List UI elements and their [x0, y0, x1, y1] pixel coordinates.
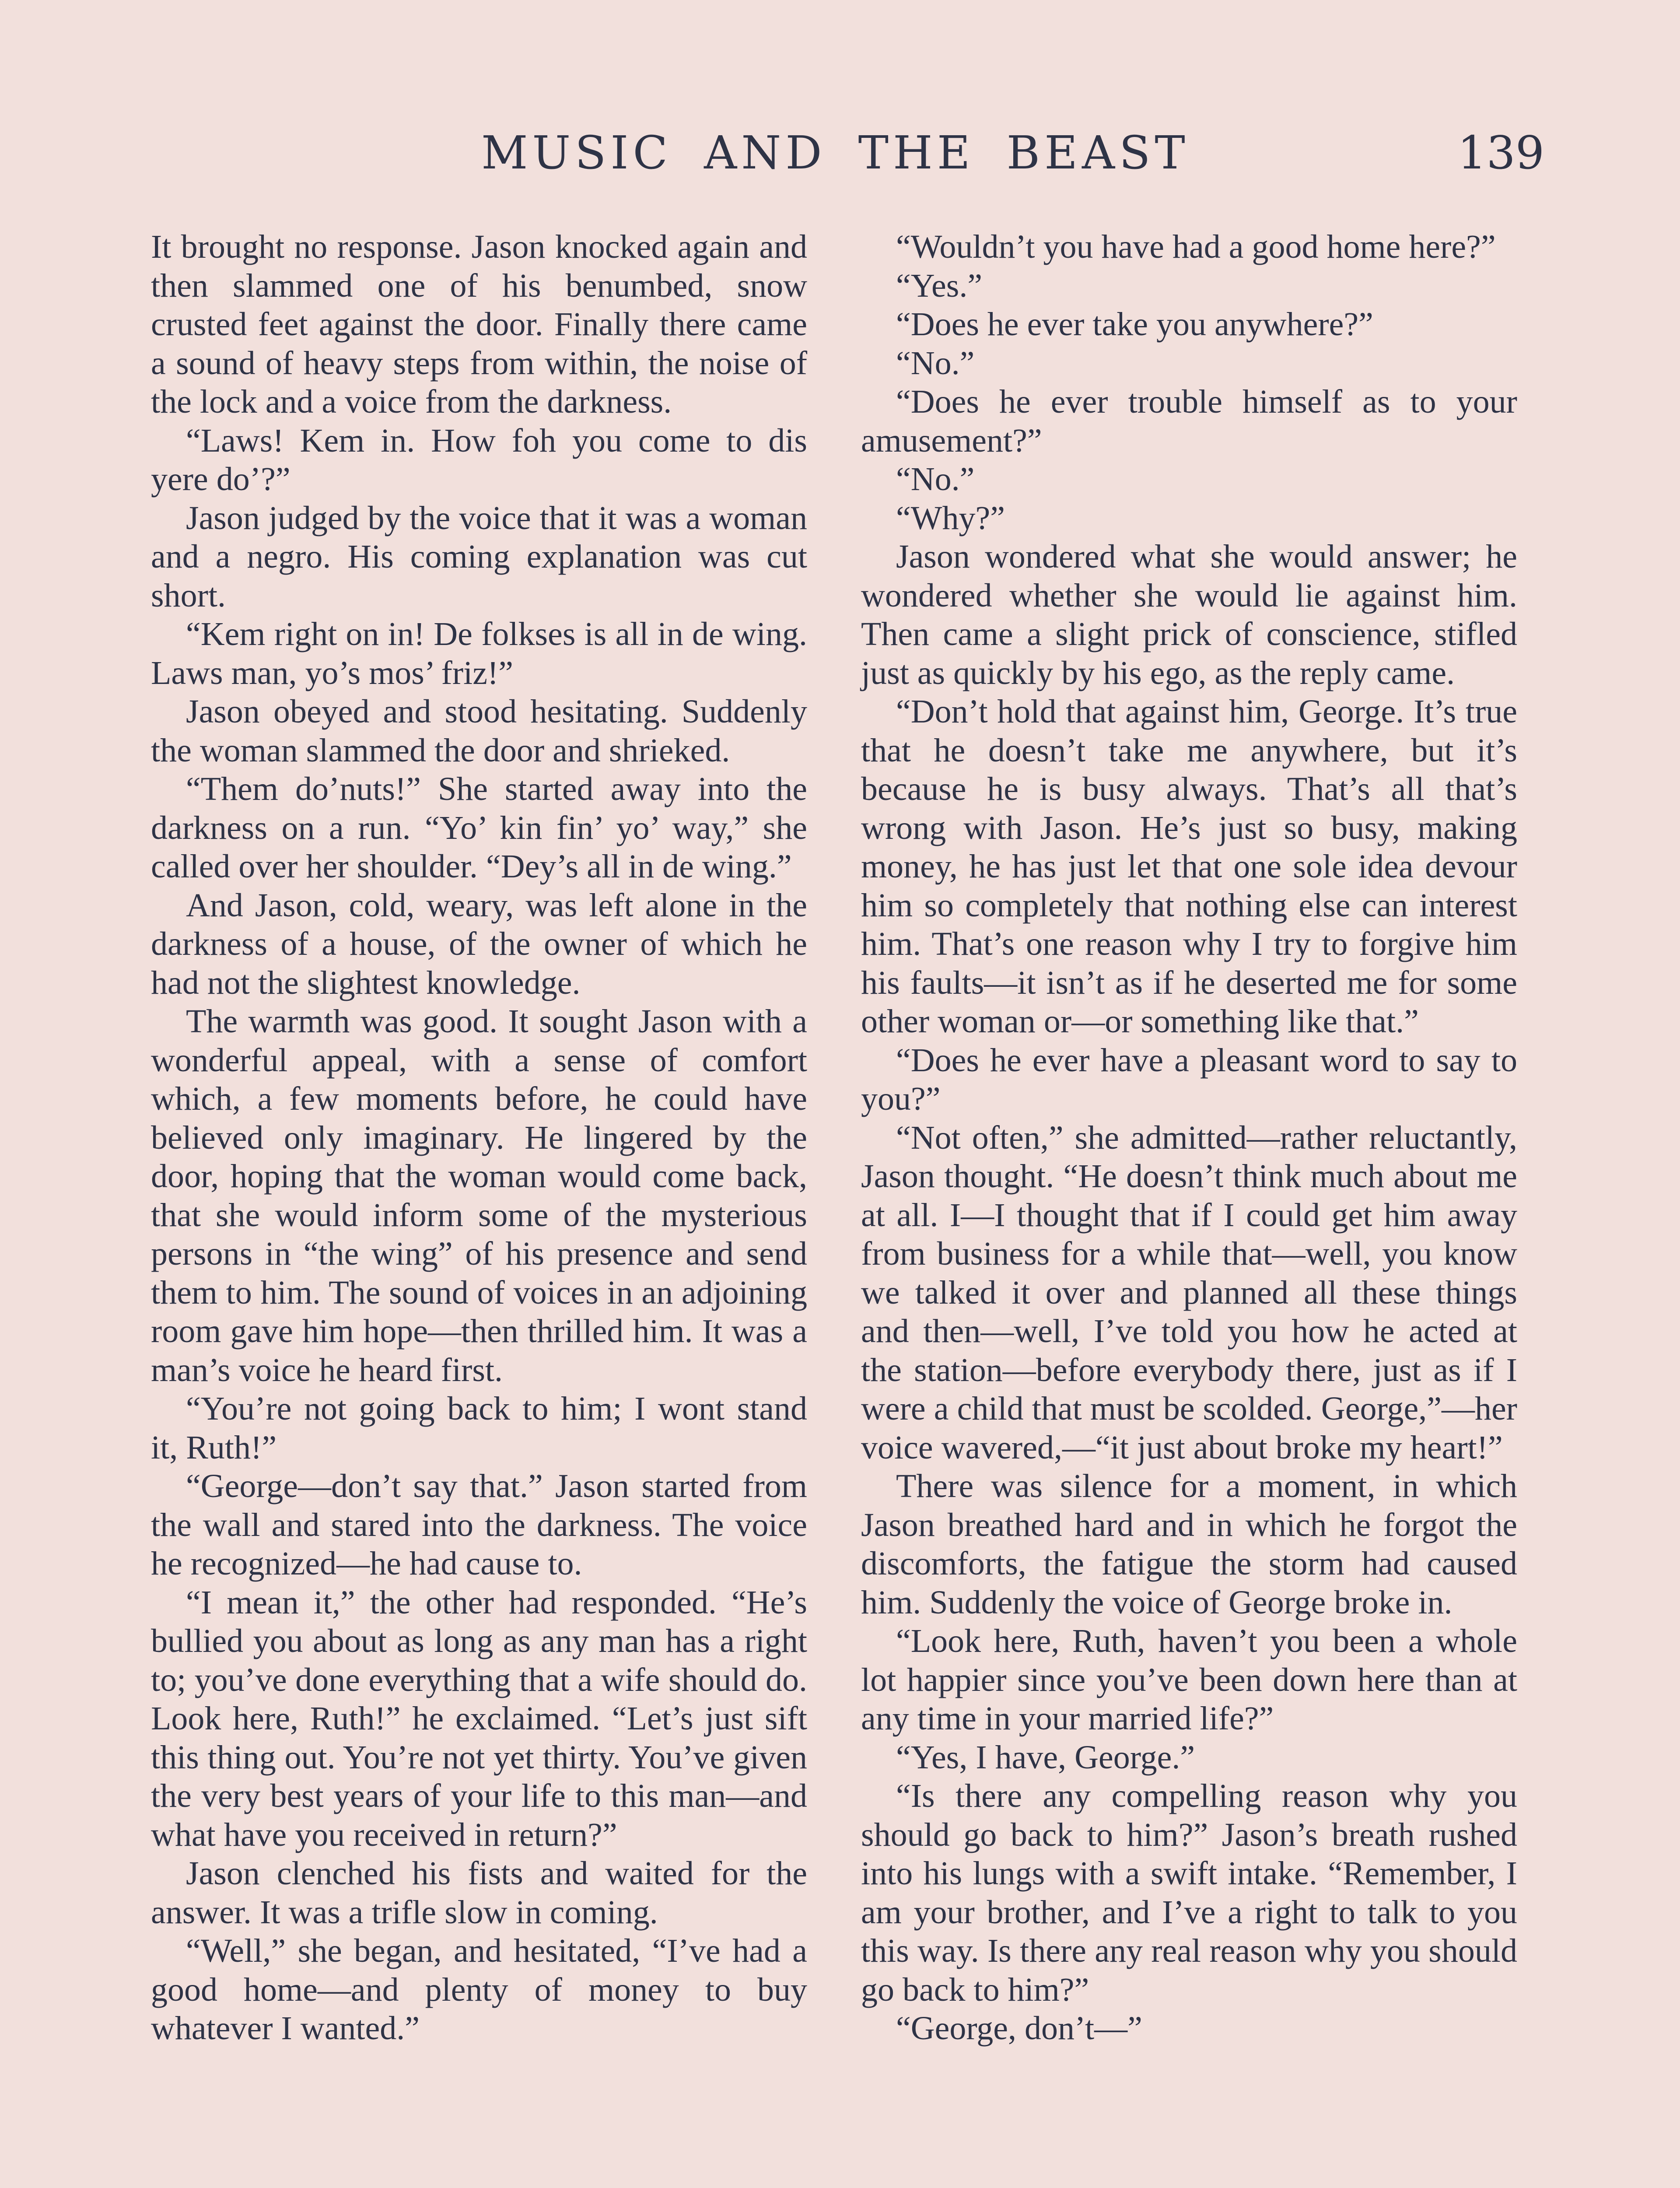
paragraph: Jason obeyed and stood hesitating. Suddenly the woman slammed the door and shrieked. [151, 693, 807, 769]
page-header [162, 126, 1544, 192]
paragraph: And Jason, cold, weary, was left alone in the darkness of a house, of the owner of which he had not the slightest knowledge. [151, 887, 807, 1001]
paragraph: “Laws! Kem in. How foh you come to dis yere do’?” [151, 422, 807, 498]
paragraph: “I mean it,” the other had responded. “He’s bullied you about as long as any man has a right to; you’ve done everything that a wife should do. Look here, Ruth!” he exclaimed. “Let’s just sift this thing out. You’re not yet thirty. You’ve given the very best years of your life to this man—and what have you received in return?” [151, 1584, 807, 1853]
paragraph: There was silence for a moment, in which Jason breathed hard and in which he forgot the discomforts, the fatigue the storm had caused him. Suddenly the voice of George broke in. [861, 1468, 1517, 1621]
paragraph: Jason judged by the voice that it was a woman and a negro. His coming explanation was cut short. [151, 499, 807, 614]
left-column [151, 228, 807, 2048]
paragraph: “Look here, Ruth, haven’t you been a whole lot happier since you’ve been down here than at any time in your married life?” [861, 1623, 1517, 1737]
paragraph: “Them do’nuts!” She started away into the darkness on a run. “Yo’ kin fin’ yo’ way,” she called over her shoulder. “Dey’s all in de wing.” [151, 771, 807, 885]
paragraph: “Yes.” [896, 267, 983, 304]
right-column [861, 228, 1517, 2048]
paragraph: “Kem right on in! De folkses is all in de wing. Laws man, yo’s mos’ friz!” [151, 616, 807, 691]
paragraph: Jason wondered what she would answer; he wondered whether she would lie against him. Then came a slight prick of conscience, stifled just as quickly by his ego, as the reply came. [861, 538, 1517, 691]
paragraph: “Don’t hold that against him, George. It’s true that he doesn’t take me anywhere, but it’s because he is busy always. That’s all that’s wrong with Jason. He’s just so busy, making money, he has just let that one sole idea devour him so completely that nothing else can interest him. That’s one reason why I try to forgive him his faults—it isn’t as if he deserted me for some other woman or—or something like that.” [861, 693, 1517, 1040]
paragraph: “George, don’t—” [896, 2010, 1142, 2047]
running-title: MUSIC AND THE BEAST [481, 126, 1190, 179]
paragraph: “Why?” [896, 499, 1005, 536]
paragraph: “You’re not going back to him; I wont stand it, Ruth!” [151, 1390, 807, 1466]
paragraph: “George—don’t say that.” Jason started from the wall and stared into the darkness. The voice he recognized—he had cause to. [151, 1468, 807, 1582]
paragraph: “Wouldn’t you have had a good home here?” [896, 228, 1496, 265]
paragraph: It brought no response. Jason knocked again and then slammed one of his benumbed, snow crusted feet against the door. Finally there came a sound of heavy steps from within, the noise of the lock and a voice from the darkness. [151, 228, 807, 420]
page-number: 139 [1457, 126, 1544, 179]
paragraph: Jason clenched his fists and waited for the answer. It was a trifle slow in coming. [151, 1855, 807, 1931]
paragraph: The warmth was good. It sought Jason with a wonderful appeal, with a sense of comfort which, a few moments before, he could have believed only imaginary. He lingered by the door, hoping that the woman would come back, that she would inform some of the mysterious persons in “the wing” of his presence and send them to him. The sound of voices in an adjoining room gave him hope—then thrilled him. It was a man’s voice he heard first. [151, 1003, 807, 1389]
paragraph: “Does he ever trouble himself as to your amusement?” [861, 383, 1517, 459]
paragraph: “No.” [896, 344, 975, 382]
paragraph: “Yes, I have, George.” [896, 1739, 1195, 1776]
paragraph: “No.” [896, 461, 975, 498]
paragraph: “Does he ever take you anywhere?” [896, 306, 1373, 343]
paragraph: “Does he ever have a pleasant word to say to you?” [861, 1041, 1517, 1117]
paragraph: “Well,” she began, and hesitated, “I’ve had a good home—and plenty of money to buy whatever I wanted.” [151, 1932, 807, 2047]
paragraph: “Is there any compelling reason why you should go back to him?” Jason’s breath rushed into his lungs with a swift intake. “Remember, I am your brother, and I’ve a right to talk to you this way. Is there any real reason why you should go back to him?” [861, 1778, 1517, 2008]
paragraph: “Not often,” she admitted—rather reluctantly, Jason thought. “He doesn’t think much about me at all. I—I thought that if I could get him away from business for a while that—well, you know we talked it over and planned all these things and then—well, I’ve told you how he acted at the station—before everybody there, just as if I were a child that must be scolded. George,”—her voice wavered,—“it just about broke my heart!” [861, 1119, 1517, 1466]
